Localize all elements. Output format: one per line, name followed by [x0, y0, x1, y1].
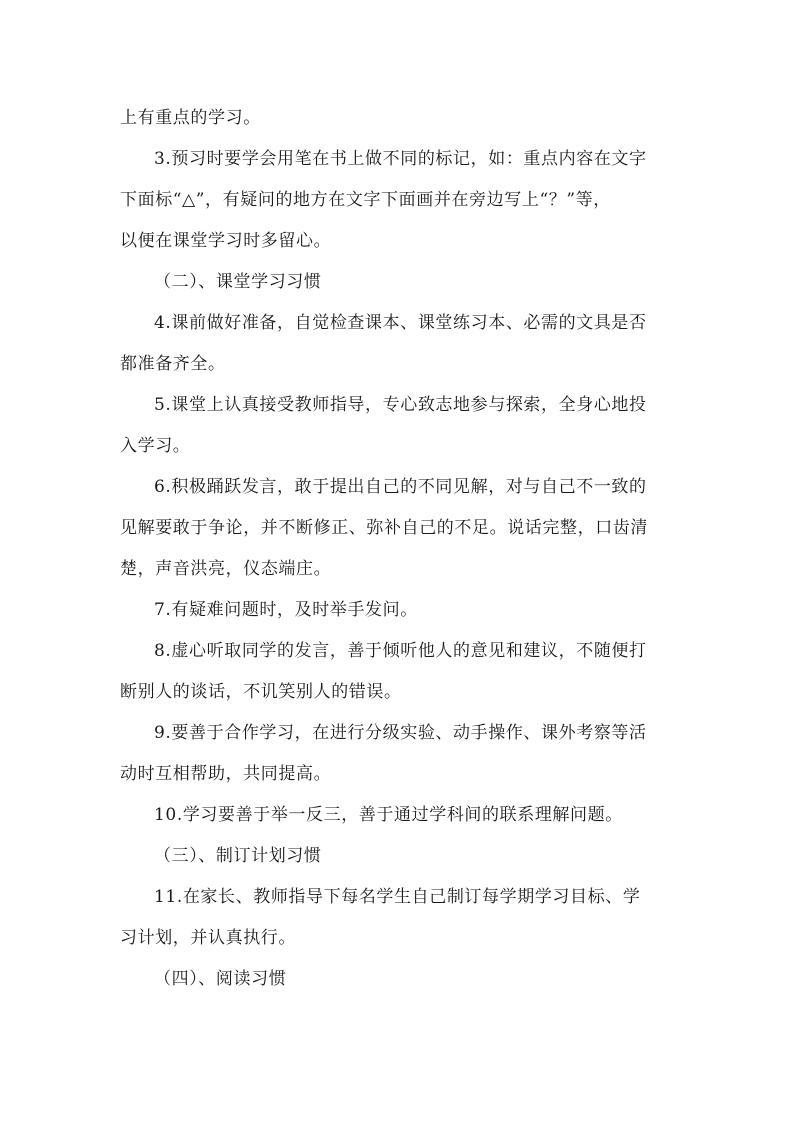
text-line-16: 9.要善于合作学习，在进行分级实验、动手操作、课外考察等活	[154, 723, 647, 743]
text-line-12: 楚，声音洪亮，仪态端庄。	[120, 559, 332, 579]
text-line-8: 5.课堂上认真接受教师指导，专心致志地参与探索，全身心地投	[154, 395, 647, 415]
text-line-21: 习计划，并认真执行。	[120, 928, 296, 948]
text-line-10: 6.积极踊跃发言，敢于提出自己的不同见解，对与自己不一致的	[154, 477, 647, 497]
text-line-11: 见解要敢于争论，并不断修正、弥补自己的不足。说话完整，口齿清	[120, 518, 648, 538]
text-line-6: 4.课前做好准备，自觉检查课本、课堂练习本、必需的文具是否	[154, 313, 647, 333]
text-line-20: 11.在家长、教师指导下每名学生自己制订每学期学习目标、学	[154, 887, 641, 907]
section-heading-planning: （三）、制订计划习惯	[154, 846, 322, 866]
text-line-3: 下面标“△”，有疑问的地方在文字下面画并在旁边写上“？”等，	[120, 190, 611, 210]
text-line-7: 都准备齐全。	[120, 354, 226, 374]
section-heading-classroom: （二）、课堂学习习惯	[154, 272, 322, 292]
text-line-4: 以便在课堂学习时多留心。	[120, 231, 332, 251]
text-line-1: 上有重点的学习。	[120, 108, 261, 128]
document-body	[120, 98, 676, 1000]
text-line-9: 入学习。	[120, 436, 191, 456]
text-line-15: 断别人的谈话，不讥笑别人的错误。	[120, 682, 402, 702]
text-line-13: 7.有疑难问题时，及时举手发问。	[154, 600, 418, 620]
text-line-18: 10.学习要善于举一反三，善于通过学科间的联系理解问题。	[154, 805, 623, 825]
text-line-14: 8.虚心听取同学的发言，善于倾听他人的意见和建议，不随便打	[154, 641, 647, 661]
text-line-2: 3.预习时要学会用笔在书上做不同的标记，如：重点内容在文字	[154, 149, 647, 169]
section-heading-reading: （四）、阅读习惯	[154, 969, 287, 989]
text-line-17: 动时互相帮助，共同提高。	[120, 764, 332, 784]
